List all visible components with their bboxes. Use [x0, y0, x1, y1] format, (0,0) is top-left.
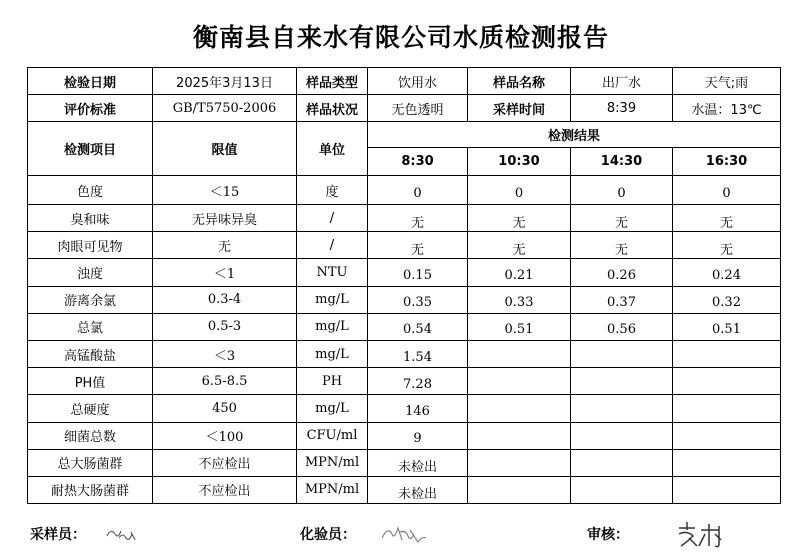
item-name: 总硬度	[28, 395, 153, 422]
col-item-header: 检测项目	[28, 122, 153, 176]
result-value: 无	[468, 205, 571, 232]
unit-value: mg/L	[297, 395, 368, 422]
label-standard: 评价标准	[28, 95, 153, 122]
item-name: 总氯	[28, 313, 153, 340]
inspection-date: 2025年3月13日	[153, 68, 297, 95]
sampler-signature	[105, 524, 139, 544]
sample-type: 饮用水	[368, 68, 468, 95]
item-name: 总大肠菌群	[28, 449, 153, 476]
result-value: 无	[368, 232, 468, 259]
result-value	[468, 476, 571, 503]
table-row	[28, 476, 781, 503]
limit-value: 无异味异臭	[153, 205, 297, 232]
time-header: 8:30	[368, 148, 468, 176]
result-value: 0.51	[673, 313, 781, 340]
unit-value: CFU/ml	[297, 422, 368, 449]
result-value: 0.54	[368, 313, 468, 340]
table-row	[28, 313, 781, 340]
limit-value: 6.5-8.5	[153, 368, 297, 395]
result-value: 无	[571, 232, 673, 259]
table-row	[28, 259, 781, 286]
reviewer-signature	[675, 520, 729, 550]
weather: 天气;雨	[673, 68, 781, 95]
unit-value: NTU	[297, 259, 368, 286]
result-value	[468, 340, 571, 367]
limit-value: 不应检出	[153, 476, 297, 503]
col-limit-header: 限值	[153, 122, 297, 176]
limit-value: 450	[153, 395, 297, 422]
table-row	[28, 449, 781, 476]
result-value: 无	[468, 232, 571, 259]
result-value: 无	[673, 232, 781, 259]
result-value: 0.24	[673, 259, 781, 286]
result-value: 0.56	[571, 313, 673, 340]
time-header: 16:30	[673, 148, 781, 176]
table-row	[28, 395, 781, 422]
table-row	[28, 205, 781, 232]
item-name: 细菌总数	[28, 422, 153, 449]
result-value	[571, 449, 673, 476]
table-row	[28, 340, 781, 367]
unit-value: PH	[297, 368, 368, 395]
sampling-time: 8:39	[571, 95, 673, 122]
item-name: 浊度	[28, 259, 153, 286]
table-row	[28, 286, 781, 313]
table-row	[28, 368, 781, 395]
result-value	[571, 340, 673, 367]
table-row	[28, 232, 781, 259]
result-value: 0	[468, 176, 571, 205]
table-row	[28, 176, 781, 205]
limit-value: 不应检出	[153, 449, 297, 476]
item-name: PH值	[28, 368, 153, 395]
result-value	[673, 476, 781, 503]
sampler-label: 采样员：	[30, 527, 86, 543]
result-value: 无	[571, 205, 673, 232]
result-value: 0.21	[468, 259, 571, 286]
unit-value: MPN/ml	[297, 449, 368, 476]
evaluation-standard: GB/T5750-2006	[153, 95, 297, 122]
result-value: 0.35	[368, 286, 468, 313]
result-value: 0.51	[468, 313, 571, 340]
limit-value: 0.3-4	[153, 286, 297, 313]
result-value	[468, 395, 571, 422]
header-row-2	[28, 95, 781, 122]
result-value: 0.32	[673, 286, 781, 313]
item-name: 肉眼可见物	[28, 232, 153, 259]
table-row	[28, 422, 781, 449]
result-value: 0.26	[571, 259, 673, 286]
label-sampling-time: 采样时间	[468, 95, 571, 122]
item-name: 高锰酸盐	[28, 340, 153, 367]
result-value	[468, 368, 571, 395]
unit-value: /	[297, 232, 368, 259]
result-value: 7.28	[368, 368, 468, 395]
result-value	[468, 422, 571, 449]
limit-value: ＜100	[153, 422, 297, 449]
result-value	[673, 368, 781, 395]
result-value: 0.37	[571, 286, 673, 313]
water-temperature: 水温：13℃	[673, 95, 781, 122]
time-header: 14:30	[571, 148, 673, 176]
reviewer-label: 审核：	[587, 527, 629, 543]
label-sample-name: 样品名称	[468, 68, 571, 95]
col-results-header: 检测结果	[368, 122, 781, 148]
unit-value: mg/L	[297, 286, 368, 313]
result-value: 0	[673, 176, 781, 205]
result-rows	[28, 176, 781, 504]
result-value	[571, 368, 673, 395]
unit-value: mg/L	[297, 313, 368, 340]
unit-value: 度	[297, 176, 368, 205]
limit-value: ＜3	[153, 340, 297, 367]
col-unit-header: 单位	[297, 122, 368, 176]
limit-value: 无	[153, 232, 297, 259]
label-sample-condition: 样品状况	[297, 95, 368, 122]
item-name: 色度	[28, 176, 153, 205]
result-value: 0.15	[368, 259, 468, 286]
result-value: 1.54	[368, 340, 468, 367]
result-value: 0.33	[468, 286, 571, 313]
result-value	[571, 476, 673, 503]
item-name: 臭和味	[28, 205, 153, 232]
result-value	[673, 340, 781, 367]
result-value: 0	[368, 176, 468, 205]
result-value	[673, 422, 781, 449]
result-value	[571, 395, 673, 422]
column-header-row	[28, 122, 781, 148]
result-value	[571, 422, 673, 449]
label-inspection-date: 检验日期	[28, 68, 153, 95]
result-value	[673, 449, 781, 476]
limit-value: 0.5-3	[153, 313, 297, 340]
header-row-1	[28, 68, 781, 95]
limit-value: ＜15	[153, 176, 297, 205]
item-name: 游离余氯	[28, 286, 153, 313]
tester-signature	[380, 524, 430, 546]
water-quality-table	[27, 67, 781, 504]
result-value: 未检出	[368, 449, 468, 476]
limit-value: ＜1	[153, 259, 297, 286]
report-title: 衡南县自来水有限公司水质检测报告	[192, 23, 609, 52]
result-value: 0	[571, 176, 673, 205]
label-sample-type: 样品类型	[297, 68, 368, 95]
result-value	[468, 449, 571, 476]
time-header: 10:30	[468, 148, 571, 176]
unit-value: mg/L	[297, 340, 368, 367]
result-value: 无	[673, 205, 781, 232]
sample-name: 出厂水	[571, 68, 673, 95]
tester-label: 化验员：	[300, 527, 356, 543]
result-value	[673, 395, 781, 422]
result-value: 未检出	[368, 476, 468, 503]
sample-condition: 无色透明	[368, 95, 468, 122]
result-value: 9	[368, 422, 468, 449]
item-name: 耐热大肠菌群	[28, 476, 153, 503]
unit-value: /	[297, 205, 368, 232]
result-value: 无	[368, 205, 468, 232]
unit-value: MPN/ml	[297, 476, 368, 503]
result-value: 146	[368, 395, 468, 422]
